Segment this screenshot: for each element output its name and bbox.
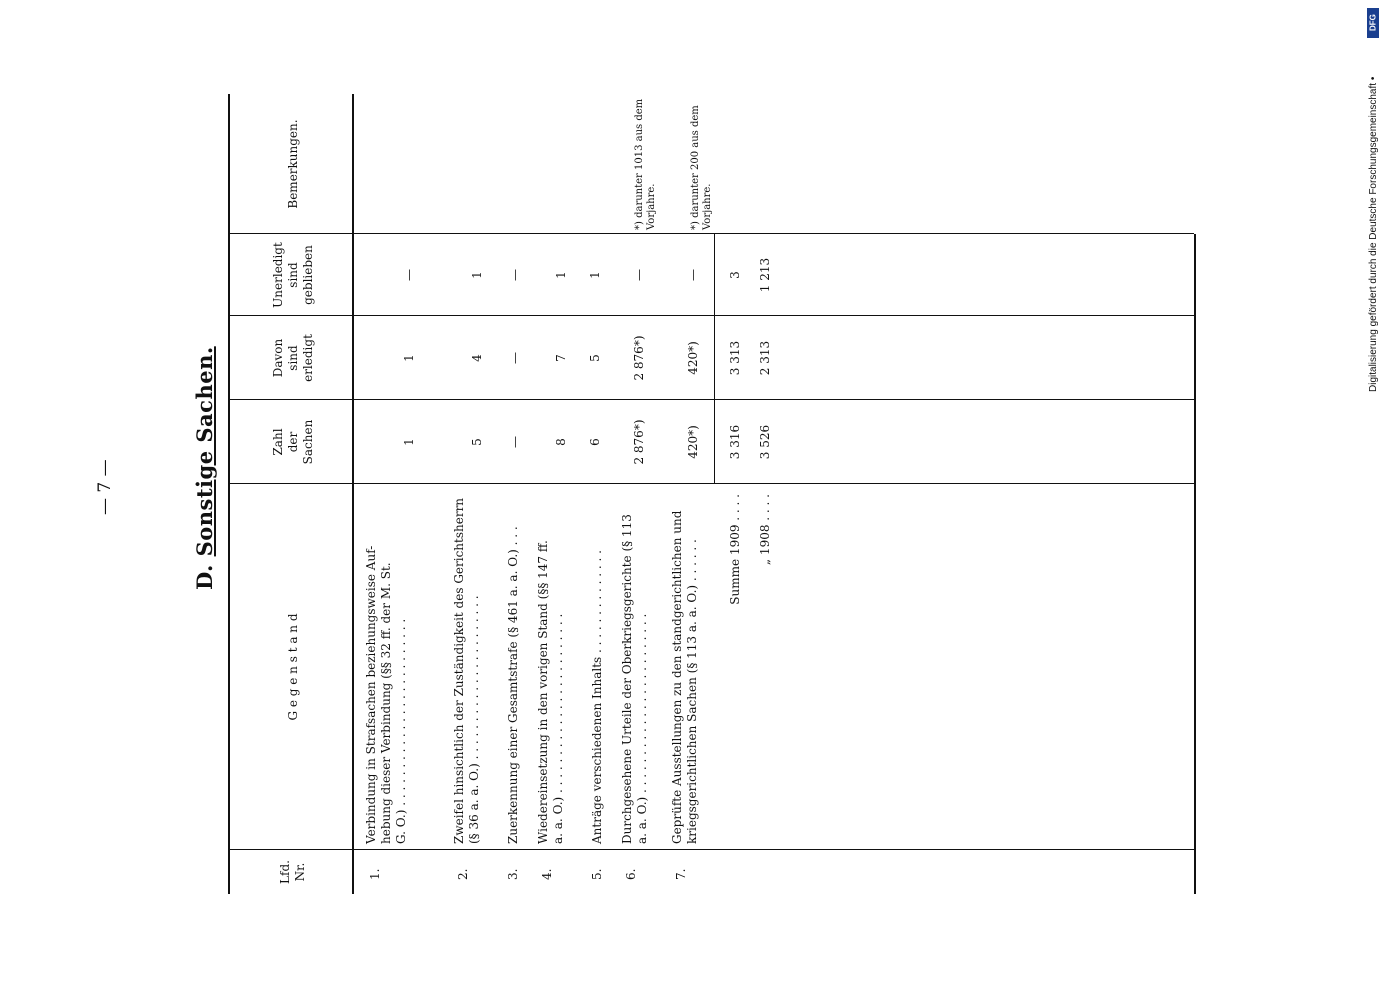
row-subject: Zuerkennung einer Gesamtstrafe (§ 461 a. a. O.) . . . — [506, 526, 520, 844]
row-subject: Zweifel hinsichtlich der Zuständigkeit des Gerichtsherrn (§ 36 a. a. O.) . . . . . . . . . . . . . . . . . . . . . . — [452, 497, 481, 844]
cell-erledigt: 4 — [470, 354, 484, 362]
cell-zahl: — — [508, 436, 522, 448]
header-erledigt: Davon sind erledigt — [270, 334, 315, 382]
cell-zahl: 3 316 — [728, 424, 742, 460]
cell-erledigt: — — [508, 352, 522, 364]
cell-zahl: 3 526 — [758, 424, 772, 460]
cell-erledigt: 1 — [402, 354, 416, 362]
cell-zahl: 2 876*) — [632, 419, 646, 465]
header-rule — [352, 94, 354, 894]
cell-erledigt: 2 313 — [758, 340, 772, 376]
summary-label: „ 1908 . . . . — [758, 494, 772, 566]
row-subject: Geprüfte Ausstellungen zu den standgerichtlichen und kriegsgerichtlichen Sachen (§ 113 a. a. O.) . . . . . . — [670, 510, 699, 844]
row-number: 7. — [674, 868, 688, 880]
cell-zahl: 5 — [470, 438, 484, 446]
cell-erledigt: 7 — [554, 354, 568, 362]
cell-zahl: 8 — [554, 438, 568, 446]
row-number: 4. — [540, 868, 554, 880]
cell-unerledigt: — — [632, 269, 646, 281]
cell-unerledigt: — — [402, 269, 416, 281]
cell-unerledigt: 1 — [470, 271, 484, 279]
row-subject: Verbindung in Strafsachen beziehungsweise Auf- hebung dieser Verbindung (§§ 32 ff. der M. St. G. O.) . . . . . . . . . . . . . . . . . . . . . . . . . — [364, 545, 408, 844]
page-number: — 7 — — [95, 459, 115, 515]
cell-unerledigt: 3 — [728, 271, 742, 279]
row-subject: Durchgesehene Urteile der Oberkriegsgerichte (§ 113 a. a. O.) . . . . . . . . . . . . . . . . . . . . . . . . — [620, 514, 649, 844]
footnote: *) darunter 1013 aus dem Vorjahre. — [634, 98, 657, 230]
row-number: 5. — [590, 868, 604, 880]
col-sep-2 — [228, 483, 1194, 484]
cell-unerledigt: — — [686, 269, 700, 281]
header-bemerkungen: Bemerkungen. — [285, 119, 300, 209]
cell-erledigt: 420*) — [686, 341, 700, 375]
section-title — [192, 346, 217, 590]
cell-unerledigt: 1 213 — [758, 257, 772, 293]
digitization-credit: Digitalisierung gefördert durch die Deutsche Forschungsgemeinschaft • — [1368, 76, 1379, 392]
cell-zahl: 420*) — [686, 425, 700, 459]
col-sep-1 — [228, 849, 1194, 850]
header-unerledigt: Unerledigt sind geblieben — [270, 242, 315, 308]
row-subject: Anträge verschiedenen Inhalts . . . . . . . . . . . . . . — [590, 550, 604, 844]
bottom-rule-a — [1194, 234, 1196, 894]
statistics-table — [228, 94, 1194, 894]
row-number: 1. — [368, 868, 382, 880]
section-letter: D. — [192, 564, 217, 590]
cell-unerledigt: 1 — [588, 271, 602, 279]
footnote: *) darunter 200 aus dem Vorjahre. — [690, 105, 713, 230]
header-zahl: Zahl der Sachen — [270, 419, 315, 465]
row-number: 2. — [456, 868, 470, 880]
col-sep-4 — [228, 315, 1194, 316]
row-subject: Wiedereinsetzung in den vorigen Stand (§§ 147 ff. a. a. O.) . . . . . . . . . . . . . . . . . . . . . . . . — [536, 540, 565, 844]
sum-rule — [714, 234, 715, 484]
header-gegenstand: G e g e n s t a n d — [285, 613, 300, 721]
cell-zahl: 1 — [402, 438, 416, 446]
row-number: 6. — [624, 868, 638, 880]
summary-label: Summe 1909 . . . . — [728, 494, 742, 605]
top-rule — [228, 94, 230, 894]
col-sep-5 — [228, 233, 1194, 234]
dfg-logo: DFG — [1367, 8, 1379, 38]
header-lfd-nr: Lfd. Nr. — [278, 860, 307, 884]
row-number: 3. — [506, 868, 520, 880]
cell-erledigt: 2 876*) — [632, 335, 646, 381]
col-sep-3 — [228, 399, 1194, 400]
cell-unerledigt: 1 — [554, 271, 568, 279]
cell-erledigt: 3 313 — [728, 340, 742, 376]
cell-zahl: 6 — [588, 438, 602, 446]
section-title-text: Sonstige Sachen. — [192, 346, 217, 557]
cell-unerledigt: — — [508, 269, 522, 281]
cell-erledigt: 5 — [588, 354, 602, 362]
